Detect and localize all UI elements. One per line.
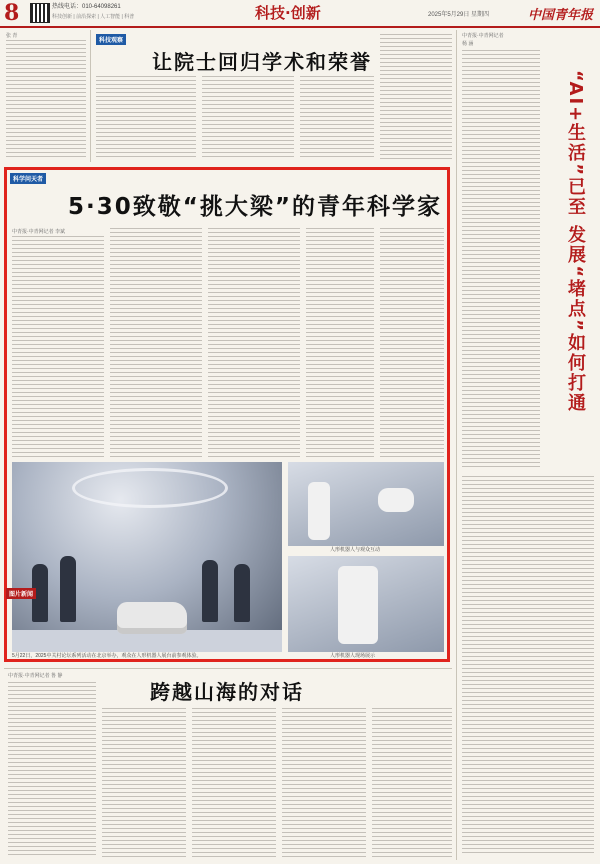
side-photo-1-caption: 人形机器人与观众互动: [330, 547, 381, 553]
side-photo-2: [288, 556, 444, 652]
top-story-column-2: [96, 76, 196, 160]
bottom-story-column-4: [282, 708, 366, 858]
feature-column-4: [306, 228, 374, 458]
top-story-byline: 张 青: [6, 33, 18, 39]
feature-byline: 中青报·中青网记者 李斌: [12, 229, 66, 235]
feature-column-1: [12, 236, 104, 458]
bottom-story-headline[interactable]: 跨越山海的对话: [150, 680, 304, 704]
person-figure: [234, 564, 250, 622]
right-column-label: 中青报·中青网记者: [462, 33, 504, 39]
robot-dog: [117, 602, 187, 634]
bottom-story-column-1: [8, 682, 96, 858]
main-photo: [12, 462, 282, 652]
issue-date: 2025年5月29日 星期四: [428, 12, 490, 18]
top-story-column-3: [202, 76, 294, 160]
newspaper-logo: 中国青年报: [528, 8, 594, 23]
right-column-text-1: [462, 50, 540, 470]
right-column-byline: 杨 涵: [462, 41, 474, 47]
ceiling-ring: [72, 468, 228, 508]
feature-headline[interactable]: 5·30致敬“挑大梁”的青年科学家: [68, 194, 442, 220]
top-story-column-1: [6, 40, 86, 160]
bottom-story-column-3: [192, 708, 276, 858]
channel-links[interactable]: 科技创新 | 前沿探索 | 人工智能 | 科普: [52, 14, 135, 20]
side-photo-2-caption: 人形机器人现场展示: [330, 653, 376, 659]
right-column-text-2: [462, 476, 594, 856]
hotline-label: 热线电话：010-64098261: [52, 4, 121, 10]
bottom-story-column-2: [102, 708, 186, 858]
bottom-story-column-5: [372, 708, 452, 858]
feature-column-3: [208, 228, 300, 458]
section-title: 科技·创新: [255, 4, 321, 22]
qr-code-icon: [30, 3, 50, 23]
top-story-headline[interactable]: 让院士回归学术和荣誉: [152, 50, 372, 74]
side-photo-1: [288, 462, 444, 546]
main-photo-caption: 5月22日，2025中关村论坛系列活动在北京举办，观众在人形机器人展台前参观体验。: [12, 653, 202, 659]
robot-head: [378, 488, 414, 512]
top-story-section-tag: 科技观察: [96, 34, 126, 45]
robot-figure: [308, 482, 330, 540]
column-divider: [90, 30, 91, 162]
feature-section-tag: 科学问天者: [10, 173, 46, 184]
person-figure: [60, 556, 76, 622]
right-column-headline[interactable]: “AI+生活”已至 发展“堵点”如何打通: [565, 70, 586, 413]
robot-figure: [338, 566, 378, 644]
section-divider: [4, 668, 452, 669]
top-story-column-4: [300, 76, 374, 160]
image-news-label: 图片新闻: [6, 588, 36, 599]
feature-column-5: [380, 228, 444, 458]
bottom-story-byline: 中青报·中青网记者 鲁 静: [8, 673, 63, 679]
page-number: 8: [4, 0, 20, 26]
person-figure: [202, 560, 218, 622]
right-column-divider: [456, 30, 457, 860]
feature-column-2: [110, 228, 202, 458]
top-story-column-5: [380, 34, 452, 160]
